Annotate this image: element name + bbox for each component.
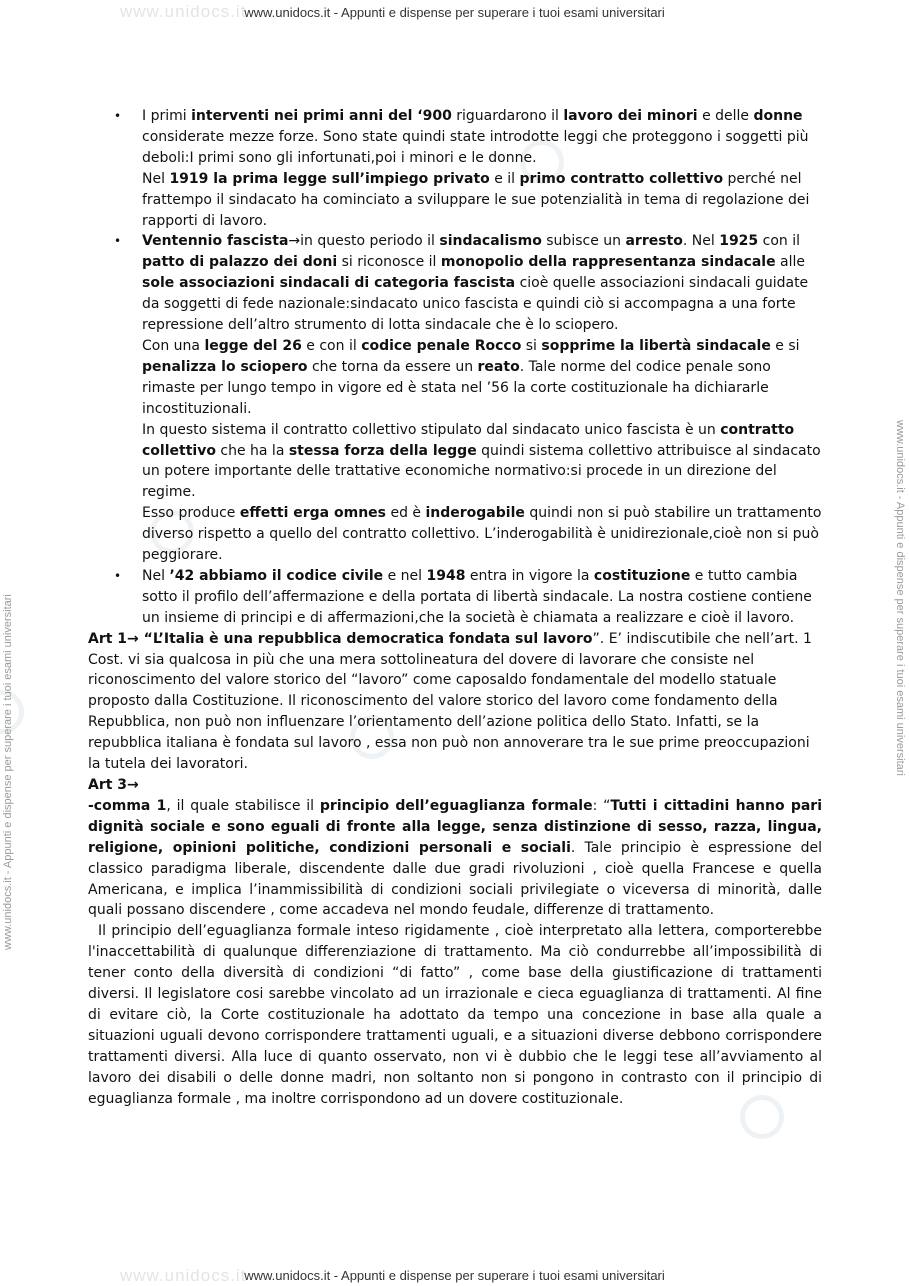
bullet-paragraph: Nel 1919 la prima legge sull’impiego privato e il primo contratto collettivo perché nel frattempo il sindacato ha cominciato a sviluppare le sue potenzialità in tema di regolazione dei rapporti di lavoro. xyxy=(142,170,810,229)
bullet-item-constitution xyxy=(114,566,822,629)
side-watermark-left: www.unidocs.it - Appunti e dispense per superare i tuoi esami universitari xyxy=(2,594,14,950)
bullet-dot: • xyxy=(114,568,122,583)
art3-paragraph: -comma 1, il quale stabilisce il principio dell’eguaglianza formale: “Tutti i cittadini hanno pari dignità sociale e sono eguali di fronte alla legge, senza distinzione di sesso, razza, lingua, religione, opinioni politiche, condizioni personali e sociali. Tale principio è espressione del classico paradigma liberale, discendente dalle due gradi rivoluzioni , cioè quella Francese e quella Americana, e implica l’inammissibilità di condizioni sociali privilegiate o viceversa di minorità, dalle quali possano discendere , come accadeva nel mondo feudale, differenze di trattamento. xyxy=(88,797,823,919)
bullet-paragraph: Con una legge del 26 e con il codice penale Rocco si sopprime la libertà sindacale e si penalizza lo sciopero che torna da essere un reato. Tale norme del codice penale sono rimaste per lungo tempo in vigore ed è stata nel ’56 la corte costituzionale ha dichiararle incostituzionali. xyxy=(142,337,800,417)
art1-paragraph: Art 1→ “L’Italia è una repubblica democratica fondata sul lavoro”. E’ indiscutibile che nell’art. 1 Cost. vi sia qualcosa in più che una mera sottolineatura del dovere di lavorare che consiste nel riconoscimento del valore storico del “lavoro” come caposaldo fondamentale del modello statuale proposto dalla Costituzione. Il riconoscimento del valore storico del lavoro come fondamento della Repubblica, non può non influenzare l’orientamento dell’azione politica dello Stato. Infatti, se la repubblica italiana è fondata sul lavoro , essa non può non annoverare tra le sue prime preoccupazioni la tutela dei lavoratori. xyxy=(88,630,812,773)
watermark-ghost-bottom: www.unidocs.it xyxy=(120,1266,247,1285)
art3-paragraph-2: Il principio dell’eguaglianza formale inteso rigidamente , cioè interpretato alla lettera, comporterebbe l'inaccettabilità di qualunque differenziazione di trattamento. Ma ciò condurrebbe all’impossibilità di tener conto della diversità di condizioni “di fatto” , come base della giustificazione di trattamenti diversi. Il legislatore cosi sarebbe vincolato ad un irrazionale e cieca eguaglianza di trattamenti. Al fine di evitare ciò, la Corte costituzionale ha adottato da tempo una concezione in base alla quale a situazioni uguali devono corrispondere trattamenti uguali, e a situazioni diverse debbono corrispondere trattamenti diversi. Alla luce di quanto osservato, non vi è dubbio che le leggi tese all’avviamento al lavoro dei disabili o delle donne madri, non soltanto non si pongono in contrasto con il principio di eguaglianza formale , ma inoltre corrispondono ad un dovere costituzionale. xyxy=(88,923,822,1107)
bullet-paragraph: Nel ’42 abbiamo il codice civile e nel 1948 entra in vigore la costituzione e tutto cambia sotto il profilo dell’affermazione e della portata di libertà sindacale. La nostra costiene contiene un insieme di principi e di affermazioni,che la società è chiamata a realizzare e cioè il lavoro. xyxy=(142,567,812,626)
bullet-paragraph: I primi interventi nei primi anni del ‘900 riguardarono il lavoro dei minori e delle donne considerate mezze forze. Sono state quindi state introdotte leggi che proteggono i soggetti più deboli:I primi sono gli infortunati,poi i minori e le donne. xyxy=(142,108,809,166)
side-watermark-right: www.unidocs.it - Appunti e dispense per superare i tuoi esami universitari xyxy=(894,420,906,776)
bullet-paragraph: Ventennio fascista→in questo periodo il sindacalismo subisce un arresto. Nel 1925 con il patto di palazzo dei doni si riconosce il monopolio della rappresentanza sindacale alle sole associazioni sindacali di categoria fascista cioè quelle associazioni sindacali guidate da soggetti di fede nazionale:sindacato unico fascista e quindi ciò si accompagna a una forte repressione dell’altro strumento di lotta sindacale che è lo sciopero. xyxy=(142,233,809,334)
art3-heading: Art 3→ xyxy=(88,777,139,793)
bullet-dot: • xyxy=(114,109,122,123)
bullet-paragraph: Esso produce effetti erga omnes ed è inderogabile quindi non si può stabilire un trattamento diverso rispetto a quello del contratto collettivo. L’inderogabilità è unidirezionale,cioè non si può peggiorare. xyxy=(142,505,822,564)
bullet-paragraph: In questo sistema il contratto collettivo stipulato dal sindacato unico fascista è un contratto collettivo che ha la stessa forza della legge quindi sistema collettivo attribuisce al sindacato un potere importante delle trattative economiche normativo:si procede in un direzione del regime. xyxy=(142,421,821,501)
document-body xyxy=(88,106,822,1110)
watermark-ghost-top: www.unidocs.it xyxy=(120,2,247,21)
page-header-watermark: www.unidocs.it - Appunti e dispense per superare i tuoi esami universitari xyxy=(244,5,665,20)
bullet-item-early-interventions xyxy=(114,106,822,231)
bullet-list xyxy=(88,106,822,629)
page-footer-watermark: www.unidocs.it - Appunti e dispense per superare i tuoi esami universitari xyxy=(244,1268,665,1283)
bullet-item-fascist-period xyxy=(114,231,822,566)
bullet-dot: • xyxy=(114,234,122,249)
